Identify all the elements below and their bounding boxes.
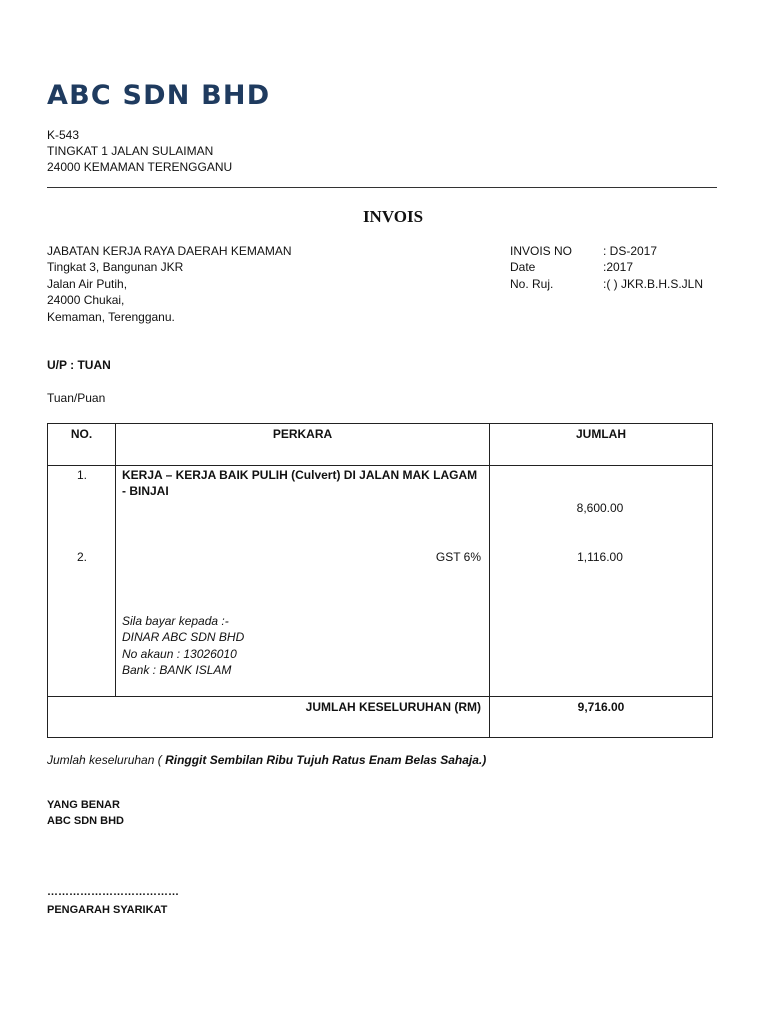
recipient-line-5: Kemaman, Terengganu. [47, 310, 175, 324]
header-no: NO. [70, 427, 93, 441]
table-header-row [48, 424, 713, 466]
invoice-no-label: INVOIS NO [510, 244, 573, 258]
reference-label: No. Ruj. [510, 277, 554, 291]
total-label-cell [48, 697, 490, 738]
item-1-description: KERJA – KERJA BAIK PULIH (Culvert) DI JALAN MAK LAGAM - BINJAI [122, 468, 478, 498]
recipient-line-2: Tingkat 3, Bangunan JKR [47, 260, 184, 274]
table-body-row [48, 466, 713, 697]
header-perkara: PERKARA [272, 427, 333, 441]
amount-in-words-text: Ringgit Sembilan Ribu Tujuh Ratus Enam Belas Sahaja.) [165, 753, 487, 767]
invoice-date-value: :2017 [603, 260, 634, 274]
reference-value: :( ) JKR.B.H.S.JLN [603, 277, 704, 291]
header-no-cell [48, 424, 116, 466]
invoice-no-value: : DS-2017 [603, 244, 658, 258]
recipient-line-3: Jalan Air Putih, [47, 277, 128, 291]
recipient-line-4: 24000 Chukai, [47, 293, 125, 307]
invoice-items-table [47, 423, 713, 738]
table-total-row [48, 697, 713, 738]
total-value: 9,716.00 [577, 700, 625, 714]
body-perkara-cell [116, 466, 490, 697]
item-2-description: GST 6% [435, 550, 481, 564]
signatory-title: PENGARAH SYARIKAT [47, 904, 168, 916]
payment-line-2: DINAR ABC SDN BHD [122, 630, 245, 644]
body-jumlah-cell [490, 466, 713, 697]
company-address-line-2: TINGKAT 1 JALAN SULAIMAN [47, 144, 214, 158]
closing-line-1: YANG BENAR [47, 799, 120, 811]
salutation: Tuan/Puan [47, 391, 106, 405]
company-address-line-3: 24000 KEMAMAN TERENGGANU [47, 160, 233, 174]
item-1-amount: 8,600.00 [576, 501, 624, 515]
header-divider [47, 187, 717, 188]
invoice-date-label: Date [510, 260, 536, 274]
header-jumlah: JUMLAH [576, 427, 626, 441]
header-jumlah-cell [490, 424, 713, 466]
total-label: JUMLAH KESELURUHAN (RM) [305, 700, 481, 714]
item-2-no: 2. [76, 550, 87, 564]
payment-line-3: No akaun : 13026010 [122, 647, 237, 661]
recipient-line-1: JABATAN KERJA RAYA DAERAH KEMAMAN [47, 244, 292, 258]
company-address-line-1: K-543 [47, 128, 80, 142]
document-title: INVOIS [362, 207, 424, 226]
item-2-amount: 1,116.00 [577, 550, 623, 564]
amount-in-words [47, 752, 486, 768]
amount-in-words-prefix: Jumlah keseluruhan ( [47, 753, 166, 767]
signature-dots: ……………………………… [47, 886, 179, 898]
total-value-cell [490, 697, 713, 738]
attention-line: U/P : TUAN [47, 358, 111, 372]
payment-line-4: Bank : BANK ISLAM [122, 663, 232, 677]
payment-line-1: Sila bayar kepada :- [122, 614, 229, 628]
item-1-no: 1. [76, 468, 87, 482]
body-no-cell [48, 466, 116, 697]
header-perkara-cell [116, 424, 490, 466]
closing-line-2: ABC SDN BHD [47, 815, 124, 827]
company-name: ABC SDN BHD [47, 80, 271, 111]
